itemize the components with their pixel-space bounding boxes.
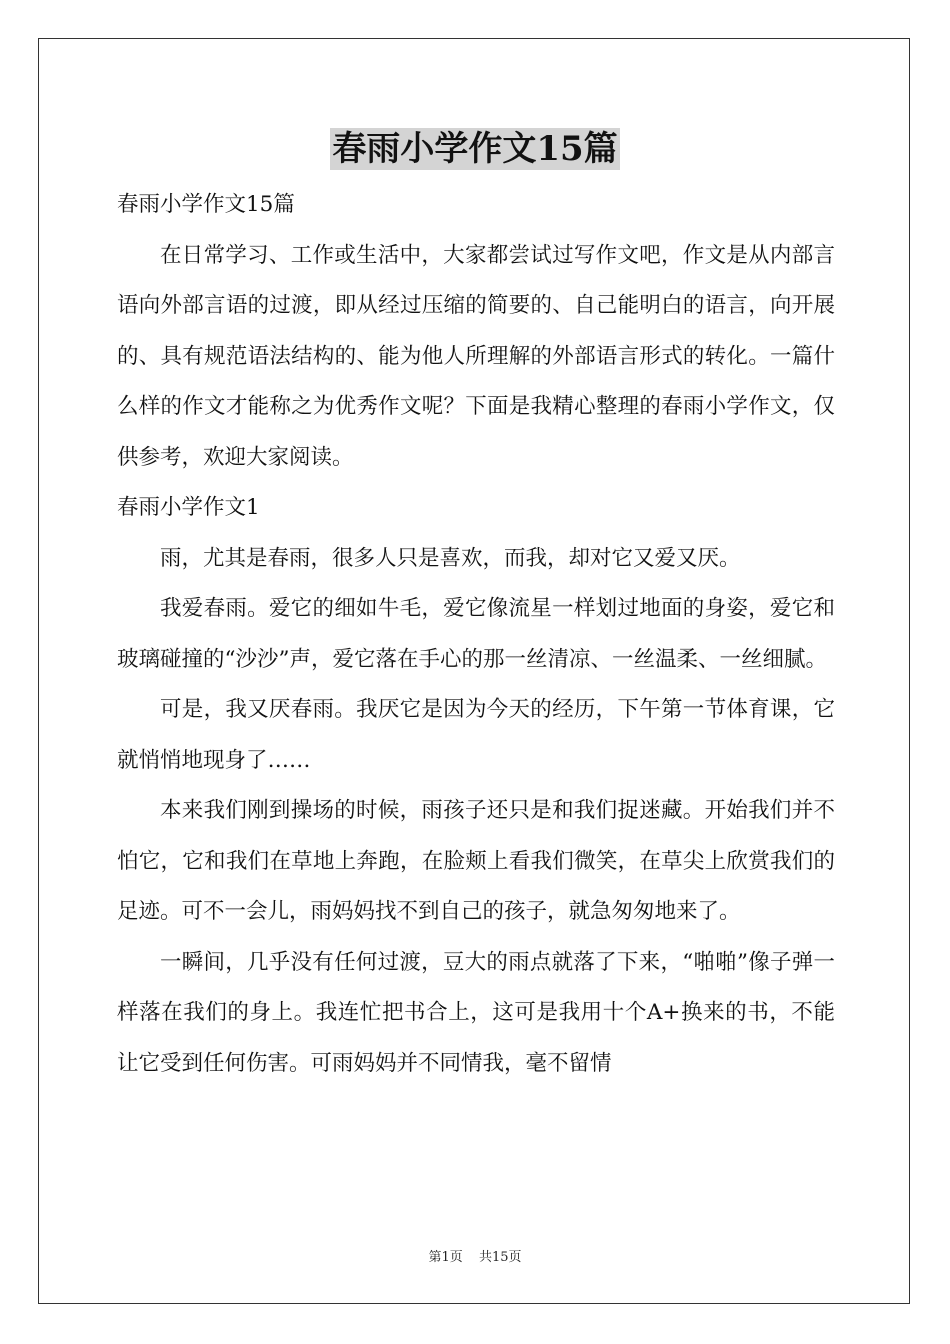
- essay-heading: 春雨小学作文1: [117, 495, 260, 520]
- page-total: 共15页: [478, 1250, 522, 1265]
- subtitle: 春雨小学作文15篇: [117, 192, 295, 217]
- page-number: 第1页: [428, 1250, 463, 1265]
- document-body: [117, 180, 835, 1089]
- paragraph: 可是，我又厌春雨。我厌它是因为今天的经历，下午第一节体育课，它就悄悄地现身了……: [117, 697, 835, 773]
- paragraph: 一瞬间，几乎没有任何过渡，豆大的雨点就落了下来，“啪啪”像子弹一样落在我们的身上。我连忙把书合上，这可是我用十个A+换来的书，不能让它受到任何伤害。可雨妈妈并不同情我，毫不留情: [117, 949, 835, 1076]
- title-area: [0, 128, 950, 170]
- page-footer: [0, 1246, 950, 1265]
- paragraph: 雨，尤其是春雨，很多人只是喜欢，而我，却对它又爱又厌。: [160, 545, 741, 571]
- paragraph: 我爱春雨。爱它的细如牛毛，爱它像流星一样划过地面的身姿，爱它和玻璃碰撞的“沙沙”声，爱它落在手心的那一丝清凉、一丝温柔、一丝细腻。: [117, 596, 835, 672]
- document-title: 春雨小学作文15篇: [332, 129, 618, 169]
- intro-paragraph: 在日常学习、工作或生活中，大家都尝试过写作文吧，作文是从内部言语向外部言语的过渡，即从经过压缩的简要的、自己能明白的语言，向开展的、具有规范语法结构的、能为他人所理解的外部语言形式的转化。一篇什么样的作文才能称之为优秀作文呢？下面是我精心整理的春雨小学作文，仅供参考，欢迎大家阅读。: [117, 242, 835, 470]
- paragraph: 本来我们刚到操场的时候，雨孩子还只是和我们捉迷藏。开始我们并不怕它，它和我们在草地上奔跑，在脸颊上看我们微笑，在草尖上欣赏我们的足迹。可不一会儿，雨妈妈找不到自己的孩子，就急匆匆地来了。: [117, 798, 835, 924]
